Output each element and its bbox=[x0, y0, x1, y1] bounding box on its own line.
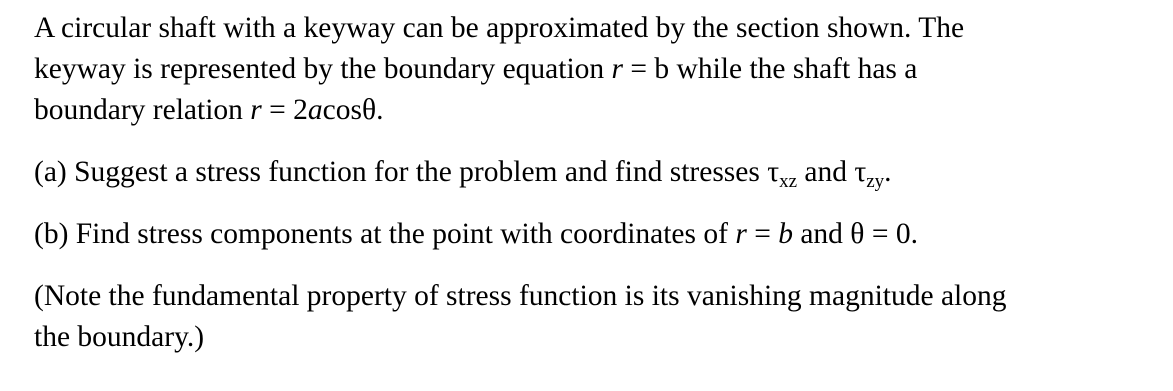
radius-symbol: r bbox=[250, 94, 262, 126]
part-a-and: and τ bbox=[797, 156, 867, 188]
tau-subscript-xz: xz bbox=[779, 171, 798, 192]
intro-line-1: A circular shaft with a keyway can be approximated by the section shown. The bbox=[34, 12, 965, 44]
radius-symbol: r bbox=[735, 218, 747, 250]
note-line-1: (Note the fundamental property of stress function is its vanishing magnitude along bbox=[34, 280, 1007, 312]
part-b-end: and θ = 0. bbox=[792, 218, 918, 250]
problem-statement bbox=[34, 8, 1159, 358]
part-b-text: (b) Find stress components at the point with coordinates of bbox=[34, 218, 736, 250]
intro-line-3-end: cosθ. bbox=[322, 94, 384, 126]
intro-line-2-start: keyway is represented by the boundary equation bbox=[34, 53, 612, 85]
intro-line-2-end: = b while the shaft has a bbox=[623, 53, 918, 85]
intro-paragraph bbox=[34, 8, 1159, 131]
tau-subscript-zy: zy bbox=[866, 171, 885, 192]
note-paragraph bbox=[34, 276, 1159, 358]
part-b-equals: = bbox=[746, 218, 779, 250]
part-a-period: . bbox=[884, 156, 892, 188]
intro-line-3-start: boundary relation bbox=[34, 94, 251, 126]
intro-line-3-equals: = 2 bbox=[261, 94, 308, 126]
b-symbol: b bbox=[778, 218, 793, 250]
radius-symbol: r bbox=[611, 53, 624, 85]
note-line-2: the boundary.) bbox=[34, 321, 205, 353]
part-a-text: (a) Suggest a stress function for the problem and find stresses τ bbox=[34, 156, 780, 188]
part-b-paragraph bbox=[34, 214, 1159, 255]
a-symbol: a bbox=[307, 94, 323, 126]
part-a-paragraph bbox=[34, 152, 1159, 193]
